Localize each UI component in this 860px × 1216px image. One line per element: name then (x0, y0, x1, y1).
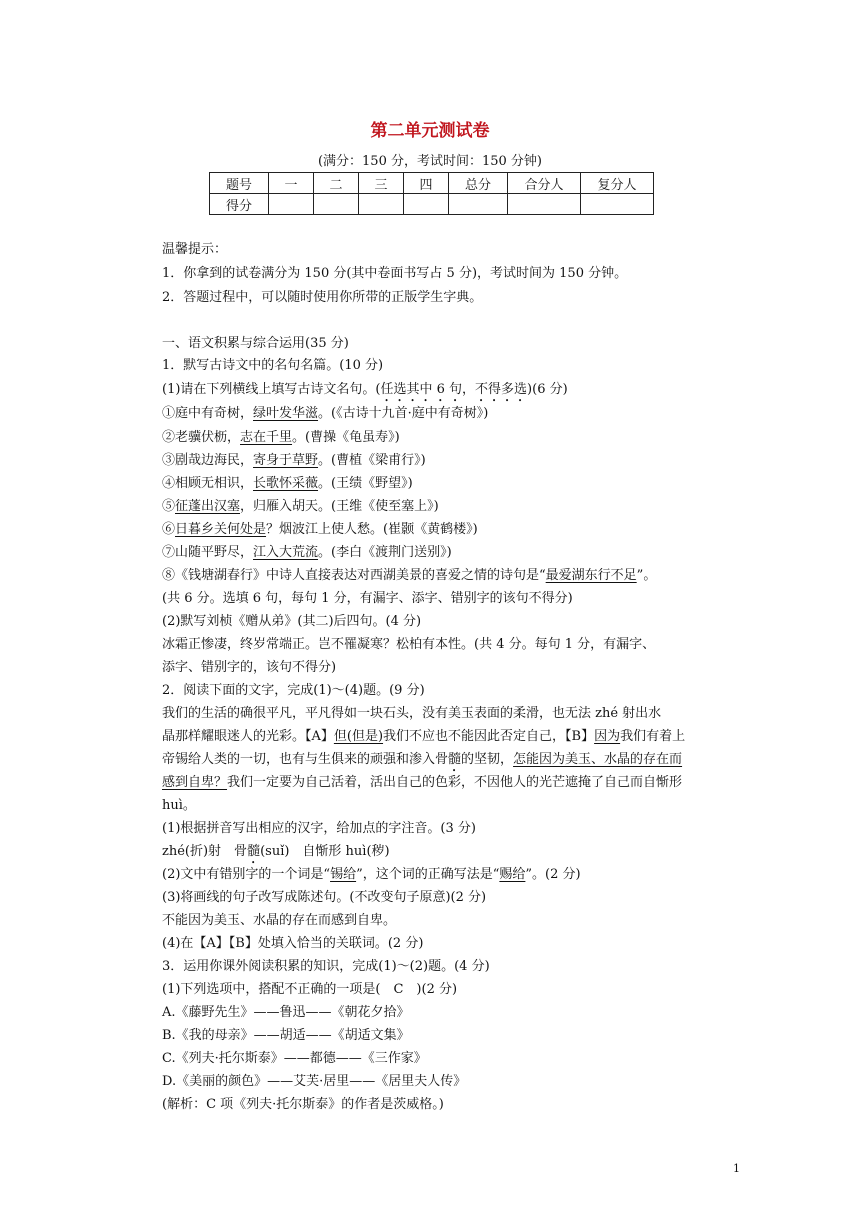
table-row (210, 173, 654, 194)
text: 。(曹操《龟虽寿》) (292, 430, 400, 445)
answer-underlined: 寄身于草野 (253, 453, 319, 468)
answer-line (162, 520, 478, 540)
text: 。(李白《渡荆门送别》) (318, 545, 452, 560)
option-c: C.《列夫·托尔斯泰》——都德——《三作家》 (162, 1051, 427, 1066)
answer-underlined: 日暮乡关何处是 (175, 522, 267, 537)
text: ①庭中有奇树， (162, 406, 254, 421)
text: ④相顾无相识， (162, 476, 254, 491)
tip-1: 1．你拿到的试卷满分为 150 分(其中卷面书写占 5 分)，考试时间为 150 分钟。 (162, 266, 628, 281)
text: 。(《古诗十九首·庭中有奇树》) (318, 406, 489, 421)
answer-underlined: 但(但是) (333, 729, 384, 744)
table-cell: 三 (359, 173, 404, 194)
answer-underlined: 最爱湖东行不足 (545, 568, 637, 583)
text: zhé(折)射 骨 (162, 844, 248, 859)
table-cell: 得分 (210, 194, 269, 215)
answer-line (162, 474, 413, 494)
text: ”。 (636, 568, 657, 583)
answer-underlined: 江入大荒流 (253, 545, 319, 560)
page-number: 1 (733, 1162, 740, 1175)
answer-underlined: 绿叶发华滋 (253, 406, 319, 421)
answer-underlined: 征蓬出汉塞 (175, 499, 241, 514)
text: (1)请在下列横线上填写古诗文名句。( (162, 382, 381, 397)
question-3-stem: 3．运用你课外阅读积累的知识，完成(1)～(2)题。(4 分) (162, 959, 490, 974)
table-cell: 题号 (210, 173, 269, 194)
text: ③剧哉边海民， (162, 453, 254, 468)
answer-underlined: 锡给 (330, 867, 357, 882)
table-cell (581, 194, 654, 215)
passage-line: huì。 (162, 798, 196, 813)
analysis-note: (解析：C 项《列夫·托尔斯泰》的作者是茨威格。) (162, 1097, 444, 1112)
answer-underlined: 志在千里 (240, 430, 293, 445)
passage-line (162, 750, 682, 775)
dotted-text: 髓 (247, 844, 261, 859)
answer-line (162, 543, 452, 563)
text: 晶那样耀眼迷人的光彩。【A】 (162, 729, 334, 744)
subquestion: (1)根据拼音写出相应的汉字，给加点的字注音。(3 分) (162, 821, 476, 836)
table-cell (314, 194, 359, 215)
text: 的坚韧， (461, 752, 514, 767)
text: 我们一定要为自己活着，活出自己的色彩，不因他人的光芒遮掩了自己而自惭形 (227, 775, 683, 790)
table-row (210, 194, 654, 215)
question-2-stem: 2．阅读下面的文字，完成(1)～(4)题。(9 分) (162, 683, 425, 698)
table-cell (508, 194, 581, 215)
subquestion: (4)在【A】【B】处填入恰当的关联词。(2 分) (162, 936, 424, 951)
answer-line: 冰霜正惨凄，终岁常端正。岂不罹凝寒？松柏有本性。(共 4 分。每句 1 分，有漏字、 (162, 637, 656, 652)
answer-line (162, 497, 439, 517)
question-1-stem: 1．默写古诗文中的名句名篇。(10 分) (162, 358, 384, 373)
answer-line: 不能因为美玉、水晶的存在而感到自卑。 (162, 913, 397, 928)
text: 我们有着上 (620, 729, 686, 744)
answer-line (162, 404, 488, 424)
table-cell: 四 (404, 173, 449, 194)
table-cell: 复分人 (581, 173, 654, 194)
section-heading: 一、语文积累与综合运用(35 分) (162, 336, 349, 351)
exam-info: (满分：150 分，考试时间：150 分钟) (317, 154, 543, 169)
page-title: 第二单元测试卷 (370, 121, 490, 141)
table-cell: 一 (269, 173, 314, 194)
question-1-part-1 (162, 380, 568, 405)
option-b: B.《我的母亲》——胡适——《胡适文集》 (162, 1028, 410, 1043)
text: ？烟波江上使人愁。(崔颢《黄鹤楼》) (266, 522, 478, 537)
text: )(6 分) (527, 382, 568, 397)
text: 。(曹植《梁甫行》) (318, 453, 426, 468)
passage-line (162, 727, 685, 747)
text: 帝锡给人类的一切，也有与生俱来的顽强和渗入骨 (162, 752, 449, 767)
subquestion (162, 865, 581, 885)
dotted-text: 髓 (448, 752, 462, 767)
question-1-part-2: (2)默写刘桢《赠从弟》(其二)后四句。(4 分) (162, 614, 422, 629)
answer-line (162, 842, 390, 867)
passage-line: 我们的生活的确很平凡，平凡得如一块石头，没有美玉表面的柔滑，也无法 zhé 射出水 (162, 706, 662, 721)
table-cell (404, 194, 449, 215)
text: 。(王绩《野望》) (318, 476, 413, 491)
underlined-sentence: 感到自卑？ (162, 775, 228, 790)
table-cell (269, 194, 314, 215)
text: (2)文中有错别字的一个词是“ (162, 867, 331, 882)
scoring-note: (共 6 分。选填 6 句，每句 1 分，有漏字、添字、错别字的该句不得分) (162, 591, 573, 606)
table-cell (449, 194, 508, 215)
text: 我们不应也不能因此否定自己，【B】 (383, 729, 595, 744)
text: ⑦山随平野尽， (162, 545, 254, 560)
score-table (209, 172, 654, 215)
answer-line (162, 566, 656, 586)
table-cell (359, 194, 404, 215)
subquestion: (3)将画线的句子改写成陈述句。(不改变句子原意)(2 分) (162, 890, 487, 905)
passage-line (162, 773, 682, 793)
option-a: A.《藤野先生》——鲁迅——《朝花夕拾》 (162, 1005, 410, 1020)
text: ②老骥伏枥， (162, 430, 241, 445)
answer-line (162, 451, 426, 471)
answer-line (162, 428, 400, 448)
dotted-text: 任选其中 6 句，不得多选 (380, 382, 528, 397)
text: ”，这个词的正确写法是“ (356, 867, 500, 882)
answer-line: 添字、错别字的，该句不得分) (162, 660, 337, 675)
text: ⑥ (162, 522, 176, 537)
text: ⑤ (162, 499, 176, 514)
tips-heading: 温馨提示： (162, 242, 228, 257)
text: ⑧《钱塘湖春行》中诗人直接表达对西湖美景的喜爱之情的诗句是“ (162, 568, 546, 583)
table-cell: 二 (314, 173, 359, 194)
answer-underlined: 长歌怀采薇 (253, 476, 319, 491)
answer-underlined: 因为 (594, 729, 621, 744)
underlined-sentence: 怎能因为美玉、水晶的存在而 (513, 752, 683, 767)
table-cell: 合分人 (508, 173, 581, 194)
option-d: D.《美丽的颜色》——艾芙·居里——《居里夫人传》 (162, 1074, 467, 1089)
text: (suǐ) 自惭形 huì(秽) (260, 844, 390, 859)
answer-underlined: 赐给 (499, 867, 526, 882)
table-cell: 总分 (449, 173, 508, 194)
tip-2: 2．答题过程中，可以随时使用你所带的正版学生字典。 (162, 290, 483, 305)
text: ”。(2 分) (525, 867, 581, 882)
text: ，归雁入胡天。(王维《使至塞上》) (240, 499, 439, 514)
subquestion: (1)下列选项中，搭配不正确的一项是( C )(2 分) (162, 982, 458, 997)
